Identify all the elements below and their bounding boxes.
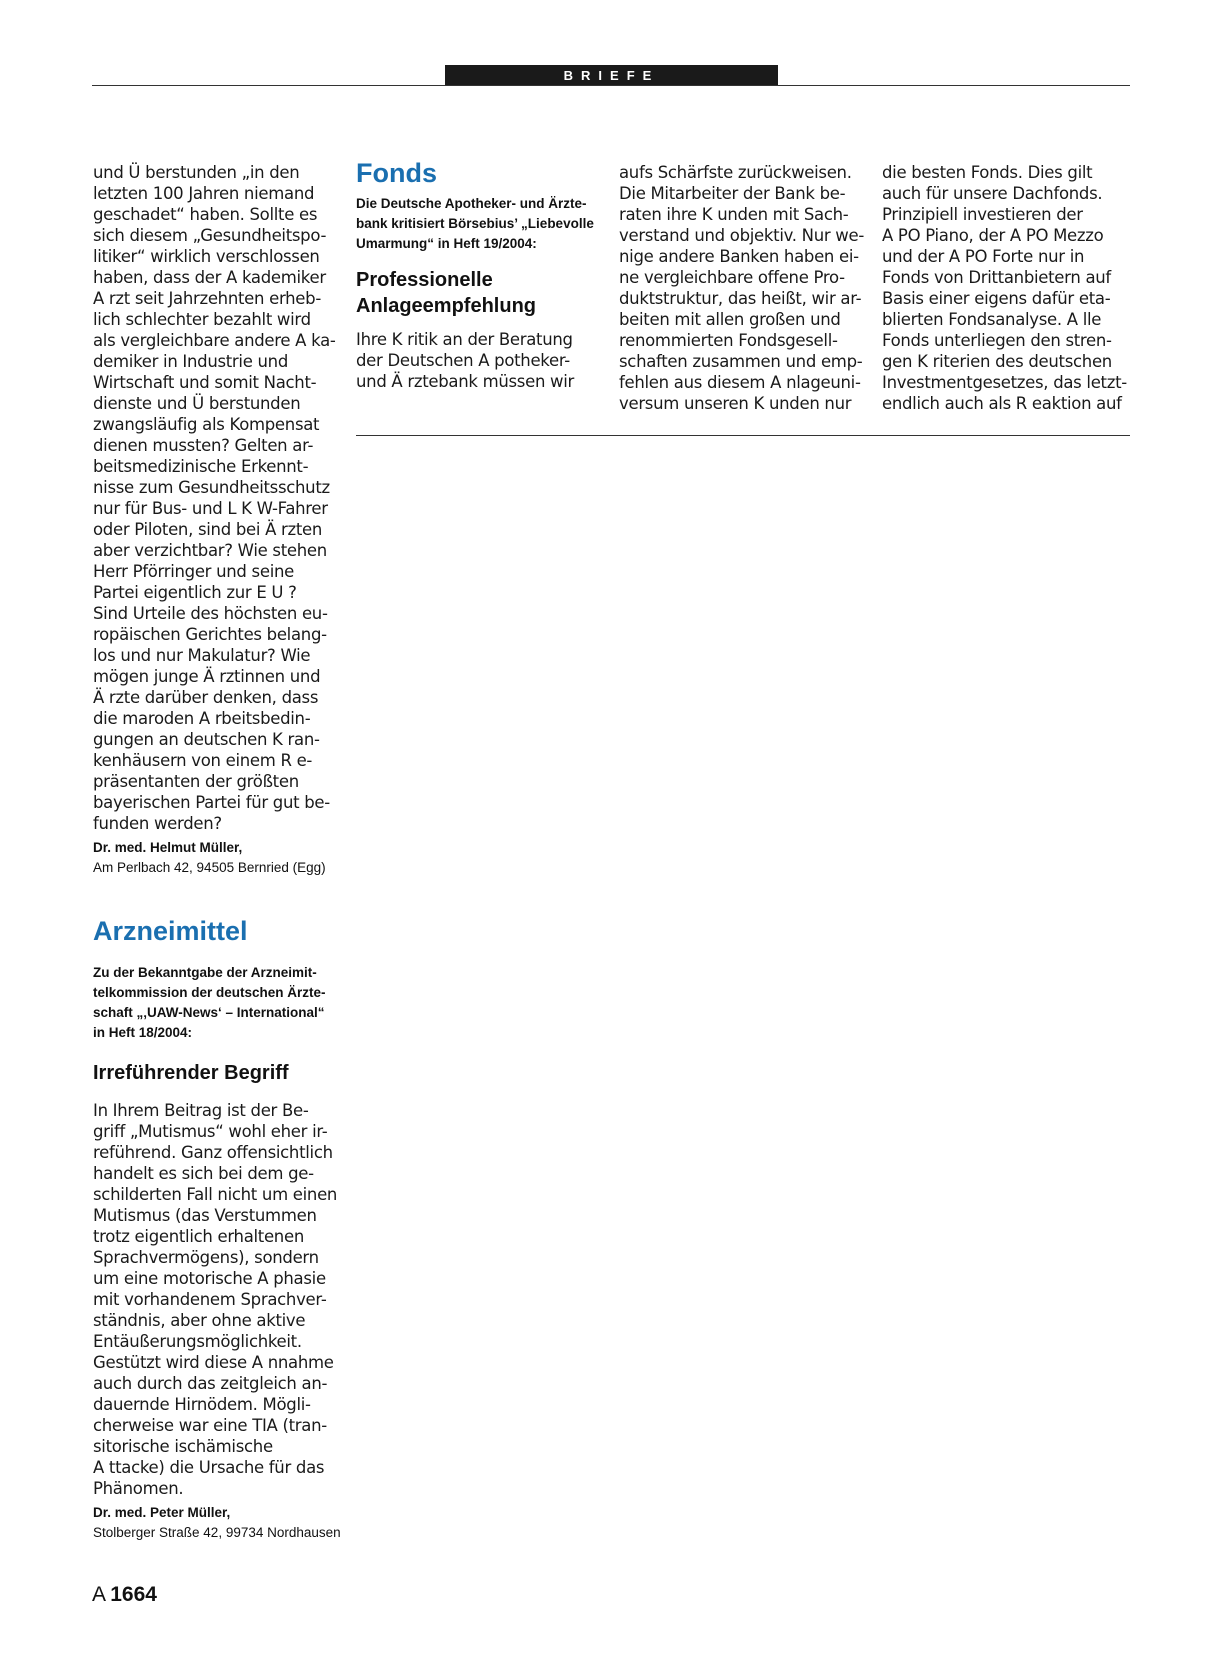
text-line: Ihre K ritik an der Beratung: [356, 330, 573, 349]
letter-continuation-body: [93, 162, 343, 834]
column-4: [882, 162, 1132, 414]
text-line: als vergleichbare andere A ka-: [93, 331, 336, 350]
text-line: auch durch das zeitgleich an-: [93, 1374, 328, 1393]
text-line: lich schlechter bezahlt wird: [93, 310, 311, 329]
text-line: nige andere Banken haben ei-: [619, 247, 859, 266]
fonds-body-col4: [882, 162, 1132, 414]
column-2: [356, 158, 606, 392]
arzneimittel-address: Stolberger Straße 42, 99734 Nordhausen: [93, 1525, 341, 1540]
text-line: kenhäusern von einem R e-: [93, 751, 313, 770]
text-line: versum unseren K unden nur: [619, 394, 852, 413]
section-header-bar: [445, 65, 778, 86]
intro-line: bank kritisiert Börsebius’ „Liebevolle: [356, 216, 594, 231]
intro-line: Umarmung“ in Heft 19/2004:: [356, 236, 537, 251]
column-1: [93, 162, 343, 1543]
text-line: endlich auch als R eaktion auf: [882, 394, 1122, 413]
text-line: renommierten Fondsgesell-: [619, 331, 838, 350]
text-line: bayerischen Partei für gut be-: [93, 793, 330, 812]
text-line: fehlen aus diesem A nlageuni-: [619, 373, 861, 392]
fonds-bottom-rule: [356, 435, 1130, 436]
text-line: handelt es sich bei dem ge-: [93, 1164, 314, 1183]
text-line: dienen mussten? Gelten ar-: [93, 436, 314, 455]
text-line: Prinzipiell investieren der: [882, 205, 1083, 224]
text-line: präsentanten der größten: [93, 772, 299, 791]
text-line: und Ä rztebank müssen wir: [356, 372, 575, 391]
text-line: die besten Fonds. Dies gilt: [882, 163, 1093, 182]
text-line: um eine motorische A phasie: [93, 1269, 326, 1288]
text-line: funden werden?: [93, 814, 222, 833]
intro-line: Die Deutsche Apotheker- und Ärzte-: [356, 196, 587, 211]
text-line: A PO Piano, der A PO Mezzo: [882, 226, 1104, 245]
text-line: Investmentgesetzes, das letzt-: [882, 373, 1127, 392]
text-line: demiker in Industrie und: [93, 352, 288, 371]
text-line: Entäußerungsmöglichkeit.: [93, 1332, 302, 1351]
text-line: dienste und Ü berstunden: [93, 394, 301, 413]
text-line: Sind Urteile des höchsten eu-: [93, 604, 328, 623]
text-line: beiten mit allen großen und: [619, 310, 841, 329]
text-line: dauernde Hirnödem. Mögli-: [93, 1395, 311, 1414]
text-line: schaften zusammen und emp-: [619, 352, 863, 371]
text-line: Phänomen.: [93, 1479, 184, 1498]
text-line: mögen junge Ä rztinnen und: [93, 667, 321, 686]
arzneimittel-author: Dr. med. Peter Müller,: [93, 1505, 231, 1520]
text-line: oder Piloten, sind bei Ä rzten: [93, 520, 323, 539]
text-line: nur für Bus- und L K W-Fahrer: [93, 499, 328, 518]
text-line: cherweise war eine TIA (tran-: [93, 1416, 327, 1435]
letter-author: Dr. med. Helmut Müller,: [93, 840, 243, 855]
text-line: haben, dass der A kademiker: [93, 268, 326, 287]
text-line: A rzt seit Jahrzehnten erheb-: [93, 289, 321, 308]
rubric-fonds: Fonds: [356, 158, 437, 188]
text-line: Gestützt wird diese A nnahme: [93, 1353, 334, 1372]
section-title: BRIEFE: [563, 68, 660, 83]
text-line: sich diesem „Gesundheitspo-: [93, 226, 327, 245]
text-line: duktstruktur, das heißt, wir ar-: [619, 289, 862, 308]
text-line: griff „Mutismus“ wohl eher ir-: [93, 1122, 328, 1141]
text-line: aufs Schärfste zurückweisen.: [619, 163, 852, 182]
text-line: Mutismus (das Verstummen: [93, 1206, 317, 1225]
text-line: ropäischen Gerichtes belang-: [93, 625, 327, 644]
text-line: nisse zum Gesundheitsschutz: [93, 478, 330, 497]
text-line: trotz eigentlich erhaltenen: [93, 1227, 304, 1246]
text-line: letzten 100 Jahren niemand: [93, 184, 315, 203]
intro-line: telkommission der deutschen Ärzte-: [93, 985, 326, 1000]
text-line: Fonds von Drittanbietern auf: [882, 268, 1111, 287]
text-line: und Ü berstunden „in den: [93, 163, 300, 182]
text-line: Herr Pförringer und seine: [93, 562, 294, 581]
letter-address: Am Perlbach 42, 94505 Bernried (Egg): [93, 860, 326, 875]
intro-line: schaft „‚UAW-News‘ – International“: [93, 1005, 325, 1020]
header-rule: [92, 85, 1130, 86]
text-line: beitsmedizinische Erkennt-: [93, 457, 309, 476]
text-line: Ä rzte darüber denken, dass: [93, 688, 319, 707]
text-line: auch für unsere Dachfonds.: [882, 184, 1103, 203]
text-line: A ttacke) die Ursache für das: [93, 1458, 325, 1477]
text-line: reführend. Ganz offensichtlich: [93, 1143, 333, 1162]
arzneimittel-intro: [93, 963, 343, 1043]
text-line: mit vorhandenem Sprachver-: [93, 1290, 327, 1309]
text-line: In Ihrem Beitrag ist der Be-: [93, 1101, 309, 1120]
text-line: Die Mitarbeiter der Bank be-: [619, 184, 846, 203]
text-line: Sprachvermögens), sondern: [93, 1248, 319, 1267]
fonds-body-col2: [356, 329, 606, 392]
rubric-arzneimittel: Arzneimittel: [93, 916, 248, 946]
text-line: die maroden A rbeitsbedin-: [93, 709, 311, 728]
fonds-intro: [356, 194, 606, 254]
text-line: gen K riterien des deutschen: [882, 352, 1112, 371]
page-number-value: 1664: [110, 1583, 157, 1606]
text-line: blierten Fondsanalyse. A lle: [882, 310, 1102, 329]
text-line: zwangsläufig als Kompensat: [93, 415, 320, 434]
intro-line: Zu der Bekanntgabe der Arzneimit-: [93, 965, 317, 980]
text-line: los und nur Makulatur? Wie: [93, 646, 311, 665]
text-line: gungen an deutschen K ran-: [93, 730, 320, 749]
text-line: Fonds unterliegen den stren-: [882, 331, 1112, 350]
fonds-headline-line-2: Anlageempfehlung: [356, 295, 537, 317]
text-line: Wirtschaft und somit Nacht-: [93, 373, 317, 392]
arzneimittel-headline: Irreführender Begriff: [93, 1062, 289, 1084]
text-line: geschadet“ haben. Sollte es: [93, 205, 318, 224]
arzneimittel-body: [93, 1100, 343, 1499]
text-line: schilderten Fall nicht um einen: [93, 1185, 338, 1204]
intro-line: in Heft 18/2004:: [93, 1025, 193, 1040]
text-line: sitorische ischämische: [93, 1437, 273, 1456]
text-line: raten ihre K unden mit Sach-: [619, 205, 849, 224]
text-line: und der A PO Forte nur in: [882, 247, 1085, 266]
column-3: [619, 162, 869, 414]
text-line: ne vergleichbare offene Pro-: [619, 268, 845, 287]
text-line: Basis einer eigens dafür eta-: [882, 289, 1111, 308]
text-line: der Deutschen A potheker-: [356, 351, 570, 370]
text-line: aber verzichtbar? Wie stehen: [93, 541, 327, 560]
page-prefix: A: [92, 1583, 107, 1606]
text-line: litiker“ wirklich verschlossen: [93, 247, 320, 266]
page-number: [92, 1583, 157, 1607]
fonds-body-col3: [619, 162, 869, 414]
text-line: ständnis, aber ohne aktive: [93, 1311, 306, 1330]
fonds-headline-line-1: Professionelle: [356, 269, 493, 291]
text-line: verstand und objektiv. Nur we-: [619, 226, 865, 245]
text-line: Partei eigentlich zur E U ?: [93, 583, 297, 602]
